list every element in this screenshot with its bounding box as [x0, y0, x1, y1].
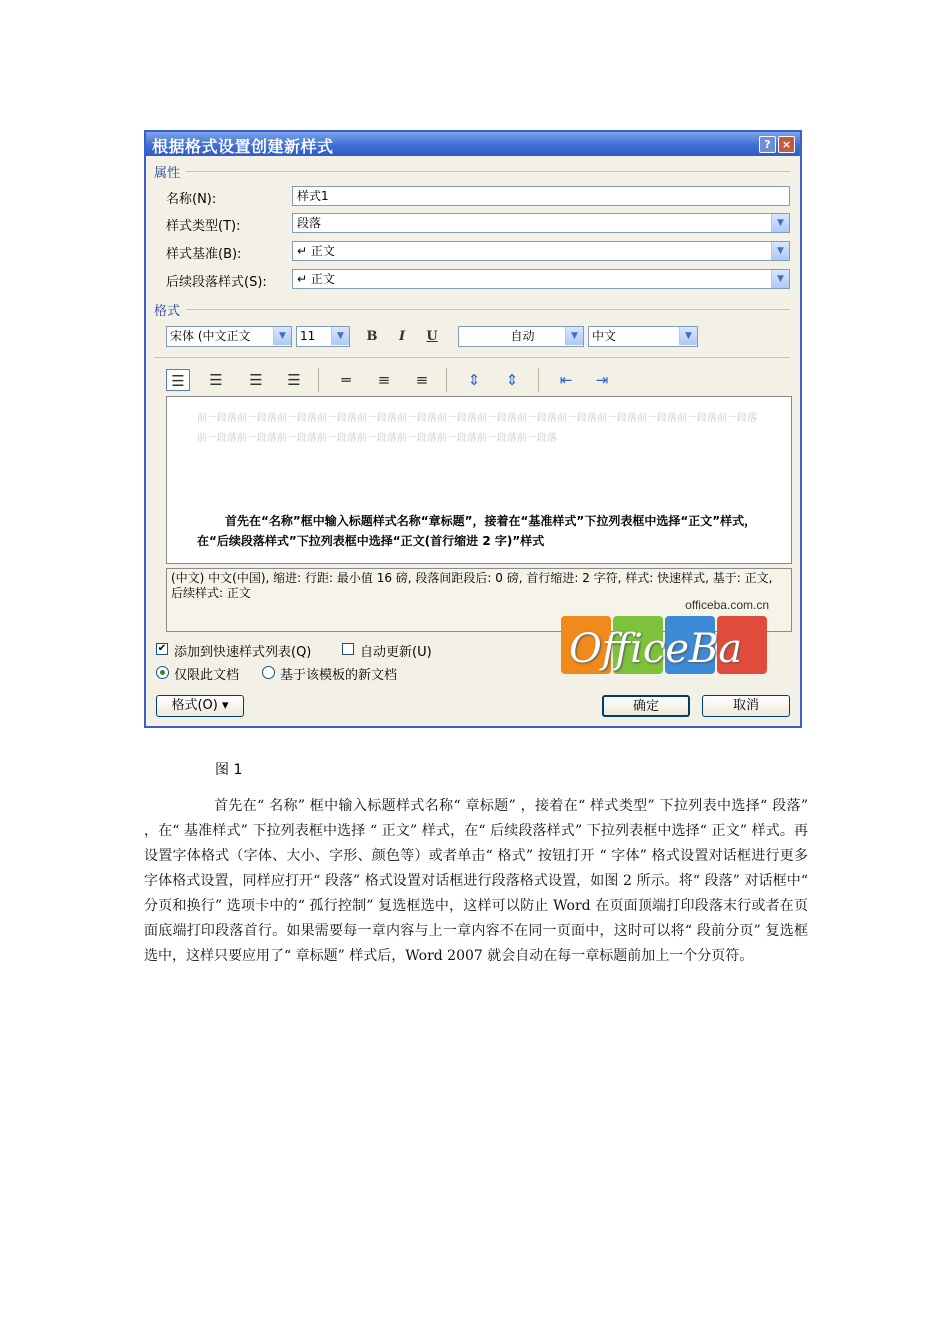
one-half-spacing-icon[interactable]: ≡ — [377, 371, 391, 389]
chevron-down-icon[interactable]: ▼ — [771, 214, 789, 232]
based-on-value: ↵ 正文 — [297, 244, 335, 258]
toolbar-separator — [318, 368, 319, 392]
chevron-down-icon[interactable]: ▼ — [771, 270, 789, 288]
logo-wordmark: OfficeBa — [569, 626, 743, 672]
justify-icon[interactable]: ☰ — [287, 371, 301, 389]
dialog-title: 根据格式设置创建新样式 — [152, 137, 334, 156]
help-icon[interactable]: ? — [759, 136, 776, 153]
name-label: 名称(N): — [166, 192, 217, 207]
format-button[interactable]: 格式(O) ▾ — [156, 695, 244, 717]
section-divider — [186, 309, 790, 310]
increase-indent-icon[interactable]: ⇥ — [595, 371, 609, 389]
font-value: 宋体 (中文正文 — [170, 329, 251, 343]
size-select[interactable] — [296, 326, 350, 347]
size-value: 11 — [300, 329, 316, 343]
double-spacing-icon[interactable]: ≡ — [415, 371, 429, 389]
script-select[interactable] — [588, 326, 698, 347]
close-icon[interactable]: × — [778, 136, 795, 153]
align-left-icon[interactable]: ☰ — [166, 369, 190, 391]
based-on-label: 样式基准(B): — [166, 247, 242, 262]
ok-button[interactable]: 确定 — [602, 695, 690, 717]
style-type-label: 样式类型(T): — [166, 219, 241, 234]
font-select[interactable] — [166, 326, 292, 347]
name-field-value: 样式1 — [297, 189, 329, 203]
based-on-select[interactable] — [292, 241, 790, 261]
font-color-select[interactable] — [458, 326, 584, 347]
align-right-icon[interactable]: ☰ — [249, 371, 263, 389]
single-spacing-icon[interactable]: ═ — [341, 371, 351, 389]
bold-icon[interactable]: B — [366, 329, 378, 344]
name-field[interactable] — [292, 186, 790, 206]
figure-caption: 图 1 — [215, 762, 243, 778]
add-quick-style-checkbox[interactable]: ✔ — [157, 643, 167, 654]
toolbar-separator — [538, 368, 539, 392]
decrease-indent-icon[interactable]: ⇤ — [559, 371, 573, 389]
style-description-text: (中文) 中文(中国), 缩进: 行距: 最小值 16 磅, 段落间距段后: 0 磅, 首行缩进: 2 字符, 样式: 快速样式, 基于: 正文, 后续样式: 正文 — [171, 571, 773, 600]
italic-icon[interactable]: I — [398, 329, 406, 344]
style-type-select[interactable] — [292, 213, 790, 233]
create-style-dialog — [144, 130, 802, 728]
decrease-spacing-icon[interactable]: ⇕ — [505, 371, 519, 389]
section-divider — [154, 357, 790, 358]
chevron-down-icon[interactable]: ▼ — [273, 327, 291, 345]
chevron-down-icon[interactable]: ▼ — [331, 327, 349, 345]
next-style-value: ↵ 正文 — [297, 272, 335, 286]
font-color-value: 自动 — [510, 329, 535, 343]
section-divider — [186, 171, 790, 172]
preview-sample-text: 首先在“名称”框中输入标题样式名称“章标题”，接着在“基准样式”下拉列表框中选择“正文”样式，在“后续段落样式”下拉列表框中选择“正文(首行缩进 2 字)”样式 — [197, 514, 757, 548]
only-this-doc-radio[interactable] — [156, 666, 169, 679]
new-docs-template-label: 基于该模板的新文档 — [280, 668, 398, 683]
style-type-value: 段落 — [297, 216, 322, 230]
properties-section-label: 属性 — [154, 166, 181, 181]
next-style-select[interactable] — [292, 269, 790, 289]
format-section-label: 格式 — [154, 304, 181, 319]
style-preview — [166, 396, 792, 564]
add-quick-style-label: 添加到快速样式列表(Q) — [174, 645, 312, 660]
new-docs-template-radio[interactable] — [262, 666, 275, 679]
increase-spacing-icon[interactable]: ⇕ — [467, 371, 481, 389]
script-value: 中文 — [592, 329, 617, 343]
only-this-doc-label: 仅限此文档 — [174, 668, 240, 683]
align-center-icon[interactable]: ☰ — [209, 371, 223, 389]
chevron-down-icon[interactable]: ▼ — [771, 242, 789, 260]
auto-update-label: 自动更新(U) — [360, 645, 432, 660]
chevron-down-icon[interactable]: ▼ — [679, 327, 697, 345]
underline-icon[interactable]: U — [426, 329, 438, 344]
next-style-label: 后续段落样式(S): — [166, 275, 267, 290]
chevron-down-icon[interactable]: ▼ — [565, 327, 583, 345]
cancel-button[interactable]: 取消 — [702, 695, 790, 717]
preview-previous-paragraph: 前一段落前一段落前一段落前一段落前一段落前一段落前一段落前一段落前一段落前一段落前一段落前一段落前一段落前一段落前一段落前一段落前一段落前一段落前一段落前一段落前一段落前一段落前一段落 — [197, 413, 757, 444]
toolbar-separator — [446, 368, 447, 392]
dialog-titlebar — [146, 132, 800, 156]
watermark-url: officeba.com.cn — [685, 598, 769, 612]
auto-update-checkbox[interactable] — [342, 643, 354, 655]
body-paragraph: 首先在“ 名称” 框中输入标题样式名称“ 章标题” ，接着在“ 样式类型” 下拉列表中选择“ 段落” ，在“ 基准样式” 下拉列表框中选择 “ 正文” 样式，在“ 后续段落样式” 下拉列表框中选择“ 正文” 样式。再设置字体格式（字体、大小、字形、颜色等）或者单击“ 格式” 按钮打开 “ 字体” 格式设置对话框进行更多字体格式设置，同样应打开“ 段落” 格式设置对话框进行段落格式设置，如图 2 所示。将“ 段落” 对话框中“ 分页和换行” 选项卡中的“ 孤行控制” 复选框选中，这样可以防止 Word 在页面顶端打印段落末行或者在页面底端打印段落首行。如果需要每一章内容与上一章内容不在同一页面中，这时可以将“ 段前分页” 复选框选中，这样只要应用了“ 章标题” 样式后，Word 2007 就会自动在每一章标题前加上一个分页符。 — [144, 798, 808, 964]
officeba-logo — [561, 592, 791, 684]
